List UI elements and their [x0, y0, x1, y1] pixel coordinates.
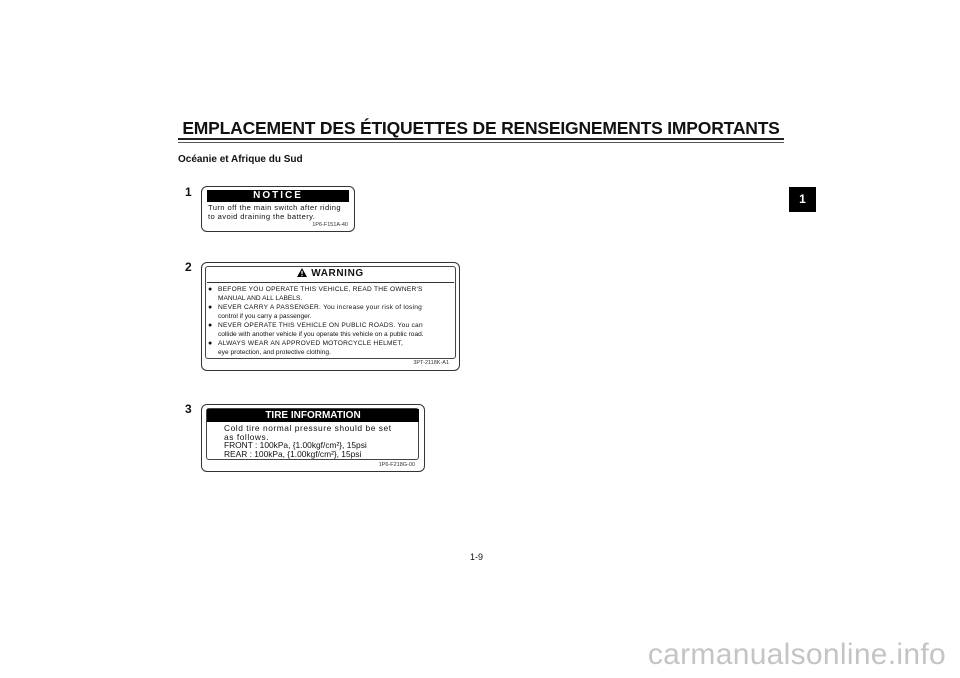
warning-item: ● NEVER OPERATE THIS VEHICLE ON PUBLIC ROADS. You can collide with another vehicle if you operate this vehicle on a public road.	[208, 322, 424, 338]
tire-line-2: as follows.	[224, 431, 270, 442]
tire-line-rear: REAR : 100kPa, {1.00kgf/cm²}, 15psi	[224, 448, 362, 459]
warning-heading: WARNING	[311, 268, 364, 279]
bullet-icon: ●	[208, 322, 213, 329]
notice-heading: NOTICE	[207, 190, 349, 202]
title-rule	[178, 138, 784, 140]
watermark: carmanualsonline.info	[647, 638, 946, 671]
notice-line-1: Turn off the main switch after riding	[208, 203, 341, 212]
tire-information-label	[201, 404, 425, 472]
page-title: EMPLACEMENT DES ÉTIQUETTES DE RENSEIGNEMENTS IMPORTANTS	[182, 118, 780, 138]
tire-line-front: FRONT : 100kPa, {1.00kgf/cm²}, 15psi	[224, 440, 367, 451]
notice-line-2: to avoid draining the battery.	[208, 212, 316, 221]
warning-triangle-icon	[297, 268, 307, 277]
bullet-icon: ●	[208, 286, 213, 293]
notice-text	[208, 203, 341, 221]
section-title: Océanie et Afrique du Sud	[178, 154, 303, 165]
title-rule-thin	[178, 142, 784, 143]
warning-divider	[207, 282, 454, 283]
page-number: 1-9	[470, 552, 484, 562]
label-number-3: 3	[185, 402, 192, 416]
notice-code: 1P6-F151A-40	[312, 222, 348, 228]
warning-item: ● BEFORE YOU OPERATE THIS VEHICLE, READ THE OWNER'S MANUAL AND ALL LABELS.	[208, 286, 423, 302]
label-number-2: 2	[185, 260, 192, 274]
chapter-tab[interactable]: 1	[789, 187, 816, 212]
tire-code: 1P6-F218G-00	[378, 462, 415, 468]
bullet-icon: ●	[208, 304, 213, 311]
warning-list	[208, 286, 453, 358]
tire-heading: TIRE INFORMATION	[207, 409, 419, 422]
tire-text	[224, 424, 392, 458]
label-number-1: 1	[185, 185, 192, 199]
warning-item: ● NEVER CARRY A PASSENGER. You increase your risk of losing control if you carry a passenger.	[208, 304, 423, 320]
notice-label	[201, 186, 355, 232]
tire-line-1: Cold tire normal pressure should be set	[224, 423, 392, 433]
warning-header	[202, 268, 459, 279]
bullet-icon: ●	[208, 340, 213, 347]
warning-code: 3PT-2118K-A1	[413, 360, 449, 366]
warning-label	[201, 262, 460, 371]
warning-item: ● ALWAYS WEAR AN APPROVED MOTORCYCLE HELMET, eye protection, and protective clothing.	[208, 340, 404, 356]
